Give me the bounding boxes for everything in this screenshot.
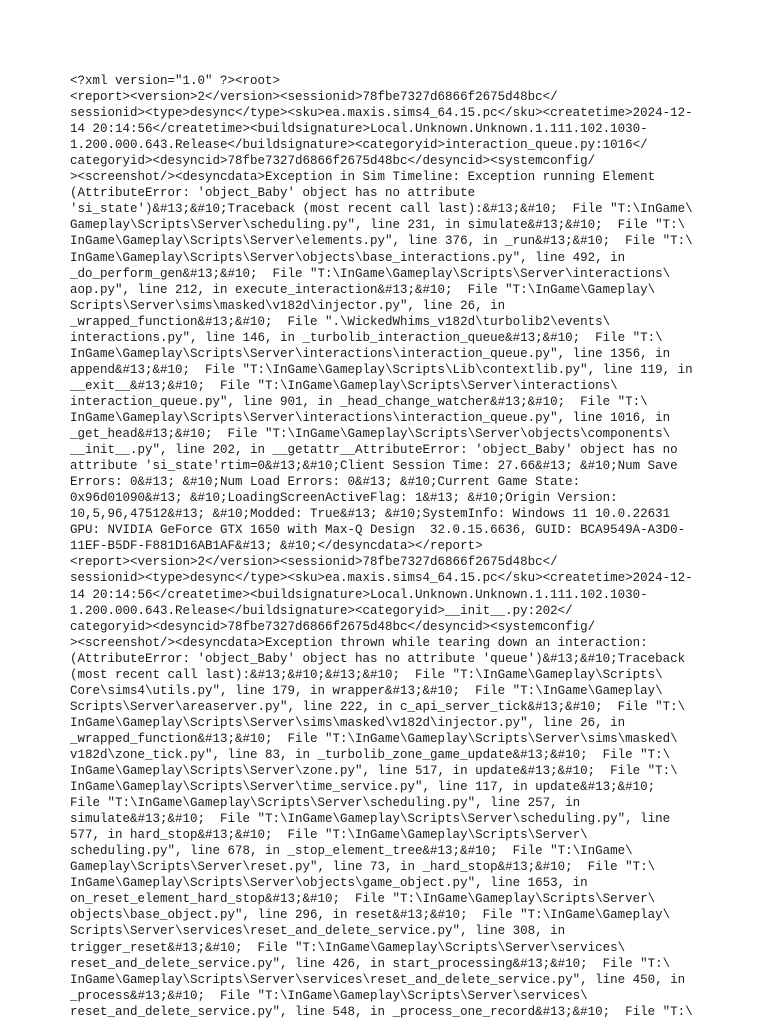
log-line: InGame\Gameplay\Scripts\Server\objects\game_object.py", line 1653, in <box>70 876 588 891</box>
log-line: on_reset_element_hard_stop&#13;&#10; File "T:\InGame\Gameplay\Scripts\Server\ <box>70 892 656 907</box>
log-line: 0x96d01090&#13; &#10;LoadingScreenActiveFlag: 1&#13; &#10;Origin Version: <box>70 491 618 506</box>
log-line: _wrapped_function&#13;&#10; File ".\WickedWhims_v182d\turbolib2\events\ <box>70 314 611 329</box>
log-line: InGame\Gameplay\Scripts\Server\interactions\interaction_queue.py", line 1016, in <box>70 410 671 425</box>
log-line: aop.py", line 212, in execute_interaction&#13;&#10; File "T:\InGame\Gameplay\ <box>70 282 656 297</box>
log-line: 1.200.000.643.Release</buildsignature><categoryid>__init__.py:202</ <box>70 603 573 618</box>
log-line: Core\sims4\utils.py", line 179, in wrapper&#13;&#10; File "T:\InGame\Gameplay\ <box>70 683 663 698</box>
log-line: ><screenshot/><desyncdata>Exception in Sim Timeline: Exception running Element <box>70 170 656 185</box>
log-line: _do_perform_gen&#13;&#10; File "T:\InGame\Gameplay\Scripts\Server\interactions\ <box>70 266 671 281</box>
log-line: Gameplay\Scripts\Server\reset.py", line 73, in _hard_stop&#13;&#10; File "T:\ <box>70 860 656 875</box>
log-line: Gameplay\Scripts\Server\scheduling.py", line 231, in simulate&#13;&#10; File "T:\ <box>70 218 686 233</box>
log-line: __init__.py", line 202, in __getattr__AttributeError: 'object_Baby' object has no <box>70 443 678 458</box>
log-line: scheduling.py", line 678, in _stop_element_tree&#13;&#10; File "T:\InGame\ <box>70 844 633 859</box>
log-line: (most recent call last):&#13;&#10;&#13;&#10; File "T:\InGame\Gameplay\Scripts\ <box>70 667 663 682</box>
log-line: Scripts\Server\sims\masked\v182d\injector.py", line 26, in <box>70 298 506 313</box>
log-line: categoryid><desyncid>78fbe7327d6866f2675d48bc</desyncid><systemconfig/ <box>70 619 596 634</box>
log-line: 11EF-B5DF-F881D16AB1AF&#13; &#10;</desyncdata></report> <box>70 539 483 554</box>
log-line: GPU: NVIDIA GeForce GTX 1650 with Max-Q Design 32.0.15.6636, GUID: BCA9549A-A3D0- <box>70 523 686 538</box>
log-line: Scripts\Server\areaserver.py", line 222, in c_api_server_tick&#13;&#10; File "T:\ <box>70 699 686 714</box>
log-line: sessionid><type>desync</type><sku>ea.maxis.sims4_64.15.pc</sku><createtime>2024-12- <box>70 571 693 586</box>
log-line: InGame\Gameplay\Scripts\Server\interactions\interaction_queue.py", line 1356, in <box>70 346 671 361</box>
log-line: 577, in hard_stop&#13;&#10; File "T:\InGame\Gameplay\Scripts\Server\ <box>70 828 588 843</box>
log-line: 14 20:14:56</createtime><buildsignature>Local.Unknown.Unknown.1.111.102.1030- <box>70 587 648 602</box>
log-line: objects\base_object.py", line 296, in reset&#13;&#10; File "T:\InGame\Gameplay\ <box>70 908 671 923</box>
log-line: <report><version>2</version><sessionid>78fbe7327d6866f2675d48bc</ <box>70 555 558 570</box>
log-line: InGame\Gameplay\Scripts\Server\sims\masked\v182d\injector.py", line 26, in <box>70 715 626 730</box>
log-line: attribute 'si_state'rtim=0&#13;&#10;Client Session Time: 27.66&#13; &#10;Num Save <box>70 459 678 474</box>
log-line: Errors: 0&#13; &#10;Num Load Errors: 0&#13; &#10;Current Game State: <box>70 475 581 490</box>
log-line: Scripts\Server\services\reset_and_delete_service.py", line 308, in <box>70 924 566 939</box>
log-line: InGame\Gameplay\Scripts\Server\services\reset_and_delete_service.py", line 450, in <box>70 972 686 987</box>
log-line: _wrapped_function&#13;&#10; File "T:\InGame\Gameplay\Scripts\Server\sims\masked\ <box>70 731 678 746</box>
log-line: categoryid><desyncid>78fbe7327d6866f2675d48bc</desyncid><systemconfig/ <box>70 154 596 169</box>
xml-log-text <box>70 73 700 1020</box>
log-line: interactions.py", line 146, in _turbolib_interaction_queue&#13;&#10; File "T:\ <box>70 330 663 345</box>
log-line: InGame\Gameplay\Scripts\Server\time_service.py", line 117, in update&#13;&#10; <box>70 780 656 795</box>
log-line: InGame\Gameplay\Scripts\Server\elements.py", line 376, in _run&#13;&#10; File "T:\ <box>70 234 693 249</box>
log-line: 10,5,96,47512&#13; &#10;Modded: True&#13; &#10;SystemInfo: Windows 11 10.0.22631 <box>70 507 671 522</box>
log-line: _process&#13;&#10; File "T:\InGame\Gameplay\Scripts\Server\services\ <box>70 988 588 1003</box>
log-line: v182d\zone_tick.py", line 83, in _turbolib_zone_game_update&#13;&#10; File "T:\ <box>70 747 671 762</box>
log-line: interaction_queue.py", line 901, in _head_change_watcher&#13;&#10; File "T:\ <box>70 394 648 409</box>
log-line: __exit__&#13;&#10; File "T:\InGame\Gameplay\Scripts\Server\interactions\ <box>70 378 618 393</box>
log-line: reset_and_delete_service.py", line 548, in _process_one_record&#13;&#10; File "T:\ <box>70 1004 693 1019</box>
log-line: append&#13;&#10; File "T:\InGame\Gameplay\Scripts\Lib\contextlib.py", line 119, in <box>70 362 693 377</box>
log-line: 14 20:14:56</createtime><buildsignature>Local.Unknown.Unknown.1.111.102.1030- <box>70 122 648 137</box>
log-line: simulate&#13;&#10; File "T:\InGame\Gameplay\Scripts\Server\scheduling.py", line <box>70 812 671 827</box>
log-line: InGame\Gameplay\Scripts\Server\zone.py", line 517, in update&#13;&#10; File "T:\ <box>70 764 678 779</box>
log-line: File "T:\InGame\Gameplay\Scripts\Server\scheduling.py", line 257, in <box>70 796 581 811</box>
log-line: <report><version>2</version><sessionid>78fbe7327d6866f2675d48bc</ <box>70 90 558 105</box>
log-line: sessionid><type>desync</type><sku>ea.maxis.sims4_64.15.pc</sku><createtime>2024-12- <box>70 106 693 121</box>
log-line: _get_head&#13;&#10; File "T:\InGame\Gameplay\Scripts\Server\objects\components\ <box>70 427 671 442</box>
log-line: reset_and_delete_service.py", line 426, in start_processing&#13;&#10; File "T:\ <box>70 956 671 971</box>
log-line: 'si_state')&#13;&#10;Traceback (most recent call last):&#13;&#10; File "T:\InGame\ <box>70 202 693 217</box>
log-line: (AttributeError: 'object_Baby' object has no attribute 'queue')&#13;&#10;Traceback <box>70 651 686 666</box>
log-line: 1.200.000.643.Release</buildsignature><categoryid>interaction_queue.py:1016</ <box>70 138 648 153</box>
log-line: (AttributeError: 'object_Baby' object has no attribute <box>70 186 476 201</box>
log-line: trigger_reset&#13;&#10; File "T:\InGame\Gameplay\Scripts\Server\services\ <box>70 940 626 955</box>
log-line: <?xml version="1.0" ?><root> <box>70 74 281 88</box>
log-line: InGame\Gameplay\Scripts\Server\objects\base_interactions.py", line 492, in <box>70 250 626 265</box>
log-line: ><screenshot/><desyncdata>Exception thrown while tearing down an interaction: <box>70 635 648 650</box>
